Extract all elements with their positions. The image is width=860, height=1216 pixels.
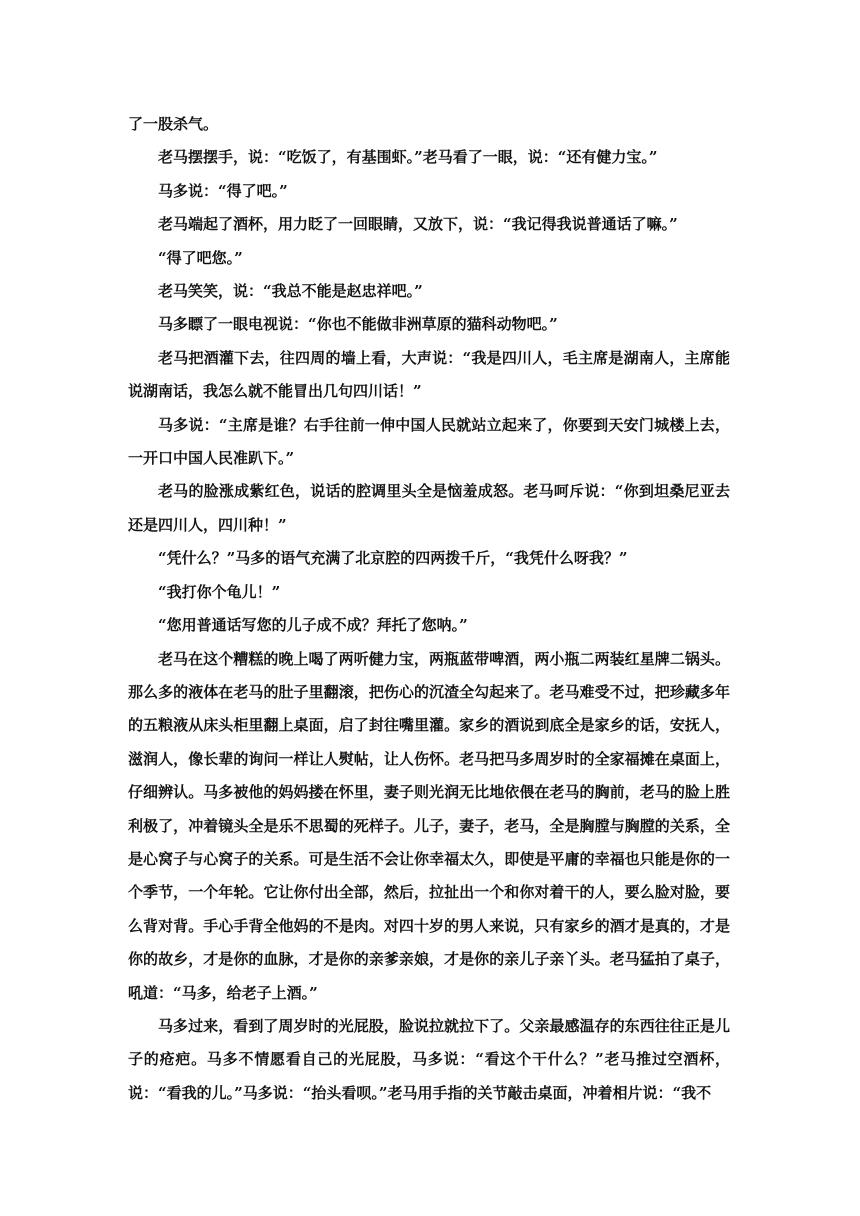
paragraph: 老马的脸涨成紫红色，说话的腔调里头全是恼羞成怒。老马呵斥说：“你到坦桑尼亚去还是四川人，四川种！” [128, 482, 730, 534]
paragraph: 马多说：“主席是谁？右手往前一伸中国人民就站立起来了，你要到天安门城楼上去，一开口中国人民准趴下。” [128, 415, 730, 468]
paragraph: “我打你个龟儿！” [158, 582, 281, 601]
paragraph: 老马端起了酒杯，用力眨了一回眼睛，又放下，说：“我记得我说普通话了嘛。” [158, 215, 678, 234]
document-body [128, 108, 730, 1110]
paragraph: 老马在这个糟糕的晚上喝了两听健力宝，两瓶蓝带啤酒，两小瓶二两装红星牌二锅头。那么多的液体在老马的肚子里翻滚，把伤心的沉渣全勾起来了。老马难受不过，把珍藏多年的五粮液从床头柜里翻上桌面，启了封往嘴里灌。家乡的酒说到底全是家乡的话，安抚人，滋润人，像长辈的询问一样让人熨帖，让人伤怀。老马把马多周岁时的全家福摊在桌面上，仔细辨认。马多被他的妈妈搂在怀里，妻子则光润无比地依偎在老马的胸前，老马的脸上胜利极了，冲着镜头全是乐不思蜀的死样子。儿子，妻子，老马，全是胸膛与胸膛的关系，全是心窝子与心窝子的关系。可是生活不会让你幸福太久，即使是平庸的幸福也只能是你的一个季节，一个年轮。它让你付出全部，然后，拉扯出一个和你对着干的人，要么脸对脸，要么背对背。手心手背全他妈的不是肉。对四十岁的男人来说，只有家乡的酒才是真的，才是你的故乡，才是你的血脉，才是你的亲爹亲娘，才是你的亲儿子亲丫头。老马猛拍了桌子，吼道：“马多，给老子上酒。” [128, 649, 730, 1002]
paragraph: 老马摆摆手，说：“吃饭了，有基围虾。”老马看了一眼，说：“还有健力宝。” [158, 148, 658, 167]
paragraph: “得了吧您。” [158, 248, 243, 267]
paragraph: 马多过来，看到了周岁时的光屁股，脸说拉就拉下了。父亲最感温存的东西往往正是儿子的疮疤。马多不情愿看自己的光屁股，马多说：“看这个干什么？”老马推过空酒杯，说：“看我的儿。”马多说：“抬头看呗。”老马用手指的关节敲击桌面，冲着相片说：“我不 [128, 1016, 730, 1102]
paragraph: 马多瞟了一眼电视说：“你也不能做非洲草原的猫科动物吧。” [158, 315, 558, 334]
paragraph: 老马把酒灌下去，往四周的墙上看，大声说：“我是四川人，毛主席是湖南人，主席能说湖南话，我怎么就不能冒出几句四川话！” [128, 348, 730, 401]
paragraph: “凭什么？”马多的语气充满了北京腔的四两拨千斤，“我凭什么呀我？” [158, 549, 628, 568]
paragraph: 老马笑笑，说：“我总不能是赵忠祥吧。” [158, 282, 423, 301]
paragraph: 马多说：“得了吧。” [158, 181, 288, 200]
paragraph-continuation: 了一股杀气。 [128, 115, 219, 133]
paragraph: “您用普通话写您的儿子成不成？拜托了您呐。” [158, 616, 468, 635]
